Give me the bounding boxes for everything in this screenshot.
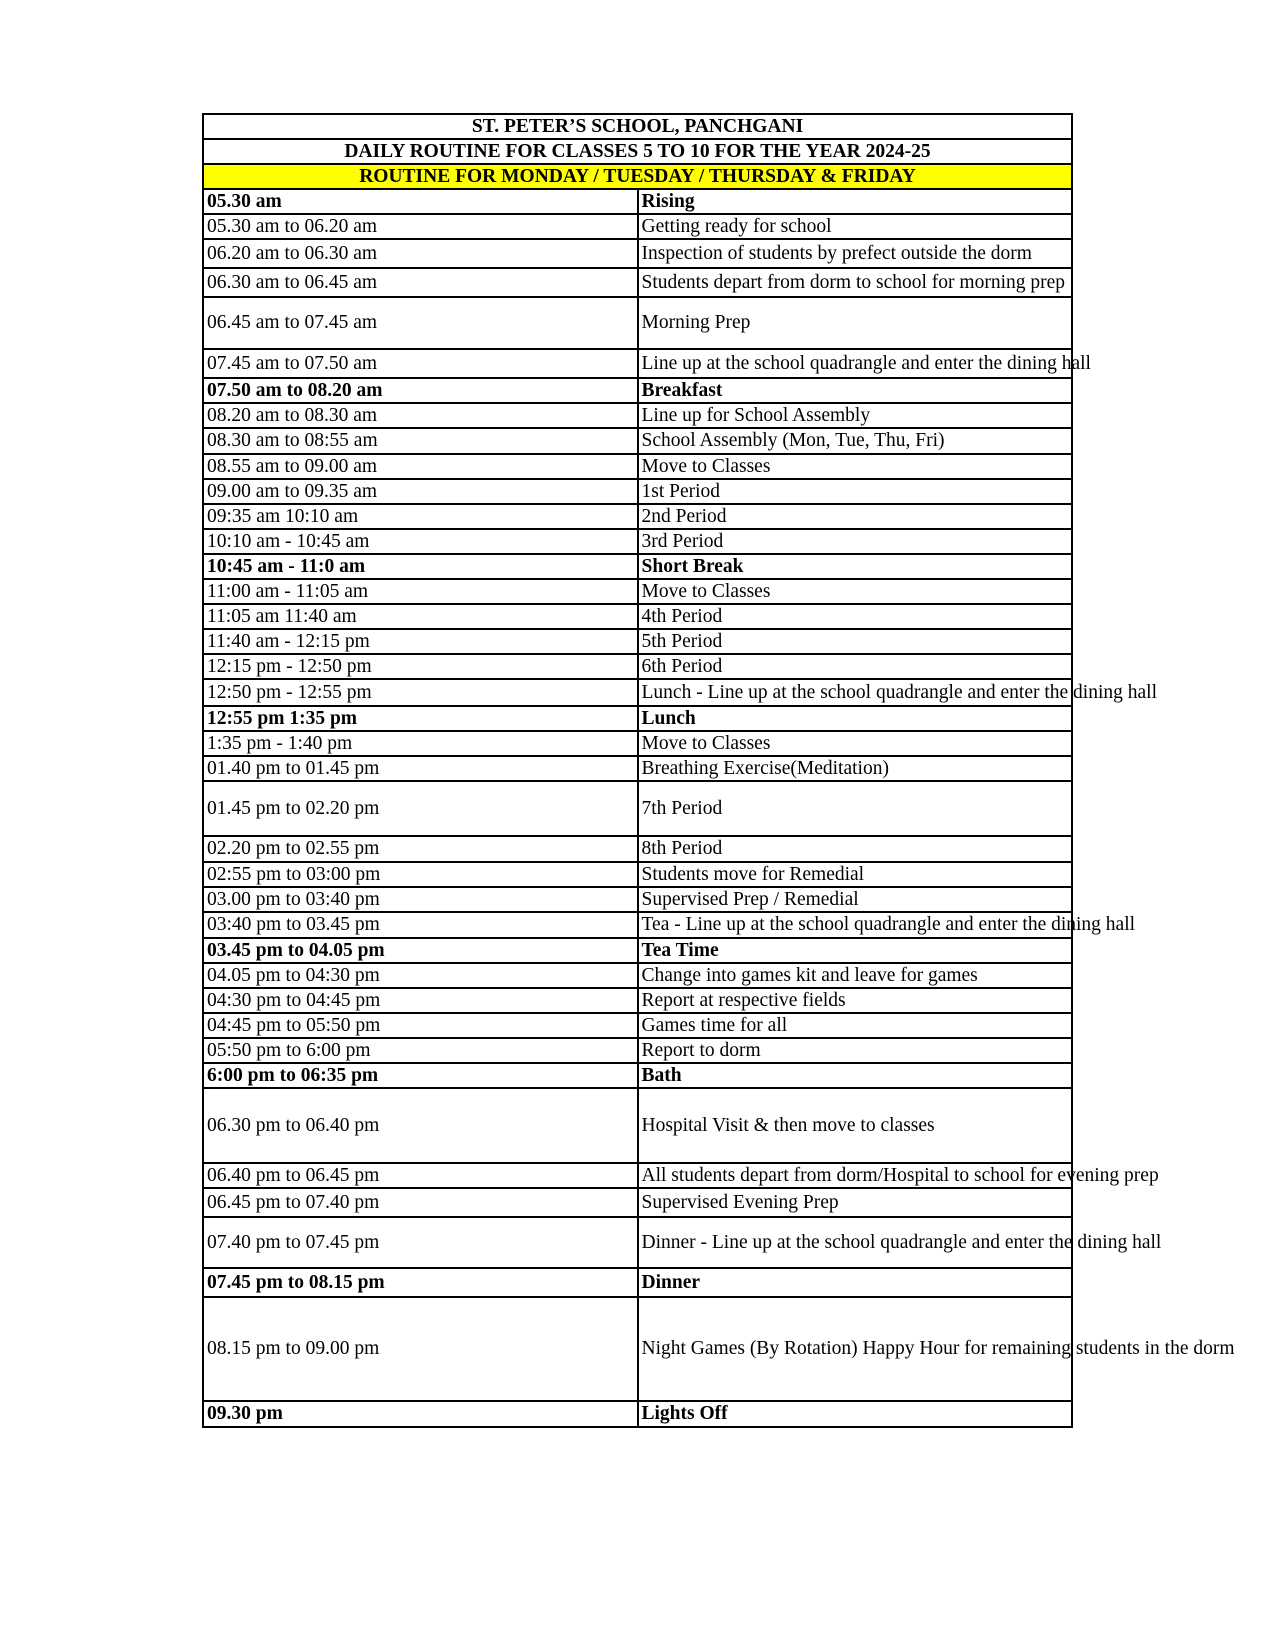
schedule-row bbox=[203, 504, 1072, 529]
schedule-time: 11:40 am - 12:15 pm bbox=[203, 629, 638, 654]
schedule-activity: Dinner - Line up at the school quadrangle and enter the dining hall bbox=[638, 1217, 1073, 1268]
schedule-activity: 4th Period bbox=[638, 604, 1073, 629]
school-name: ST. PETER’S SCHOOL, PANCHGANI bbox=[203, 114, 1072, 139]
schedule-time: 06.45 am to 07.45 am bbox=[203, 297, 638, 349]
schedule-time: 06.45 pm to 07.40 pm bbox=[203, 1188, 638, 1217]
schedule-row bbox=[203, 214, 1072, 239]
schedule-time: 03.45 pm to 04.05 pm bbox=[203, 938, 638, 963]
schedule-activity: Getting ready for school bbox=[638, 214, 1073, 239]
schedule-row bbox=[203, 1063, 1072, 1088]
schedule-row bbox=[203, 403, 1072, 428]
schedule-row bbox=[203, 887, 1072, 912]
schedule-time: 02.20 pm to 02.55 pm bbox=[203, 836, 638, 862]
schedule-activity: Inspection of students by prefect outside the dorm bbox=[638, 239, 1073, 268]
schedule-time: 11:05 am 11:40 am bbox=[203, 604, 638, 629]
schedule-time: 03.00 pm to 03:40 pm bbox=[203, 887, 638, 912]
schedule-time: 05.30 am to 06.20 am bbox=[203, 214, 638, 239]
schedule-time: 6:00 pm to 06:35 pm bbox=[203, 1063, 638, 1088]
schedule-time: 12:15 pm - 12:50 pm bbox=[203, 654, 638, 679]
schedule-row bbox=[203, 988, 1072, 1013]
schedule-time: 07.40 pm to 07.45 pm bbox=[203, 1217, 638, 1268]
schedule-row bbox=[203, 604, 1072, 629]
schedule-time: 12:55 pm 1:35 pm bbox=[203, 706, 638, 731]
schedule-time: 04:45 pm to 05:50 pm bbox=[203, 1013, 638, 1038]
schedule-activity: Report at respective fields bbox=[638, 988, 1073, 1013]
schedule-row bbox=[203, 1297, 1072, 1401]
schedule-row bbox=[203, 1013, 1072, 1038]
schedule-activity: 1st Period bbox=[638, 479, 1073, 504]
schedule-row bbox=[203, 629, 1072, 654]
schedule-time: 02:55 pm to 03:00 pm bbox=[203, 862, 638, 887]
schedule-row bbox=[203, 938, 1072, 963]
schedule-activity: School Assembly (Mon, Tue, Thu, Fri) bbox=[638, 428, 1073, 454]
schedule-activity: Short Break bbox=[638, 554, 1073, 579]
schedule-activity: Dinner bbox=[638, 1268, 1073, 1297]
schedule-row bbox=[203, 297, 1072, 349]
schedule-activity: Supervised Evening Prep bbox=[638, 1188, 1073, 1217]
schedule-activity: Move to Classes bbox=[638, 454, 1073, 479]
schedule-time: 12:50 pm - 12:55 pm bbox=[203, 679, 638, 706]
routine-days-row bbox=[203, 164, 1072, 189]
schedule-activity: Line up at the school quadrangle and enter the dining hall bbox=[638, 349, 1073, 378]
schedule-time: 06.30 pm to 06.40 pm bbox=[203, 1088, 638, 1163]
schedule-activity: Games time for all bbox=[638, 1013, 1073, 1038]
schedule-activity: Night Games (By Rotation) Happy Hour for remaining students in the dorm bbox=[638, 1297, 1073, 1401]
schedule-row bbox=[203, 1217, 1072, 1268]
schedule-time: 11:00 am - 11:05 am bbox=[203, 579, 638, 604]
schedule-row bbox=[203, 963, 1072, 988]
schedule-row bbox=[203, 912, 1072, 938]
schedule-row bbox=[203, 529, 1072, 554]
schedule-row bbox=[203, 454, 1072, 479]
schedule-activity: Breakfast bbox=[638, 378, 1073, 403]
schedule-activity: Supervised Prep / Remedial bbox=[638, 887, 1073, 912]
schedule-row bbox=[203, 731, 1072, 756]
schedule-activity: Lights Off bbox=[638, 1401, 1073, 1427]
schedule-row bbox=[203, 1163, 1072, 1188]
schedule-time: 08.55 am to 09.00 am bbox=[203, 454, 638, 479]
routine-table-body bbox=[203, 114, 1235, 1427]
schedule-activity: 8th Period bbox=[638, 836, 1073, 862]
schedule-time: 09.30 pm bbox=[203, 1401, 638, 1427]
routine-title-row bbox=[203, 139, 1072, 164]
schedule-time: 08.30 am to 08:55 am bbox=[203, 428, 638, 454]
schedule-row bbox=[203, 349, 1072, 378]
schedule-activity: Lunch bbox=[638, 706, 1073, 731]
schedule-time: 07.45 pm to 08.15 pm bbox=[203, 1268, 638, 1297]
schedule-activity: Line up for School Assembly bbox=[638, 403, 1073, 428]
schedule-time: 09.00 am to 09.35 am bbox=[203, 479, 638, 504]
schedule-time: 01.40 pm to 01.45 pm bbox=[203, 756, 638, 781]
schedule-row bbox=[203, 554, 1072, 579]
schedule-activity: Report to dorm bbox=[638, 1038, 1073, 1063]
schedule-time: 03:40 pm to 03.45 pm bbox=[203, 912, 638, 938]
schedule-time: 05:50 pm to 6:00 pm bbox=[203, 1038, 638, 1063]
schedule-activity: Hospital Visit & then move to classes bbox=[638, 1088, 1073, 1163]
schedule-row bbox=[203, 654, 1072, 679]
routine-days-heading: ROUTINE FOR MONDAY / TUESDAY / THURSDAY & FRIDAY bbox=[203, 164, 1072, 189]
schedule-activity: 5th Period bbox=[638, 629, 1073, 654]
schedule-activity: 6th Period bbox=[638, 654, 1073, 679]
school-name-row bbox=[203, 114, 1072, 139]
schedule-time: 08.15 pm to 09.00 pm bbox=[203, 1297, 638, 1401]
schedule-row bbox=[203, 239, 1072, 268]
schedule-activity: Morning Prep bbox=[638, 297, 1073, 349]
schedule-row bbox=[203, 378, 1072, 403]
schedule-row bbox=[203, 1088, 1072, 1163]
schedule-activity: Breathing Exercise(Meditation) bbox=[638, 756, 1073, 781]
schedule-time: 1:35 pm - 1:40 pm bbox=[203, 731, 638, 756]
schedule-row bbox=[203, 756, 1072, 781]
schedule-time: 09:35 am 10:10 am bbox=[203, 504, 638, 529]
schedule-row bbox=[203, 189, 1072, 214]
schedule-time: 04:30 pm to 04:45 pm bbox=[203, 988, 638, 1013]
schedule-time: 10:45 am - 11:0 am bbox=[203, 554, 638, 579]
schedule-activity: Rising bbox=[638, 189, 1073, 214]
schedule-time: 06.40 pm to 06.45 pm bbox=[203, 1163, 638, 1188]
schedule-row bbox=[203, 1401, 1072, 1427]
schedule-activity: Change into games kit and leave for games bbox=[638, 963, 1073, 988]
schedule-activity: Move to Classes bbox=[638, 579, 1073, 604]
schedule-time: 06.20 am to 06.30 am bbox=[203, 239, 638, 268]
schedule-activity: Move to Classes bbox=[638, 731, 1073, 756]
schedule-activity: All students depart from dorm/Hospital to school for evening prep bbox=[638, 1163, 1073, 1188]
schedule-row bbox=[203, 268, 1072, 297]
schedule-time: 05.30 am bbox=[203, 189, 638, 214]
schedule-activity: Lunch - Line up at the school quadrangle and enter the dining hall bbox=[638, 679, 1073, 706]
schedule-time: 04.05 pm to 04:30 pm bbox=[203, 963, 638, 988]
schedule-row bbox=[203, 679, 1072, 706]
schedule-time: 06.30 am to 06.45 am bbox=[203, 268, 638, 297]
schedule-activity: 3rd Period bbox=[638, 529, 1073, 554]
schedule-activity: Students depart from dorm to school for morning prep bbox=[638, 268, 1073, 297]
schedule-row bbox=[203, 1038, 1072, 1063]
schedule-time: 01.45 pm to 02.20 pm bbox=[203, 781, 638, 836]
schedule-activity: Tea Time bbox=[638, 938, 1073, 963]
schedule-row bbox=[203, 1188, 1072, 1217]
schedule-activity: 7th Period bbox=[638, 781, 1073, 836]
schedule-activity: Students move for Remedial bbox=[638, 862, 1073, 887]
schedule-activity: 2nd Period bbox=[638, 504, 1073, 529]
routine-table bbox=[202, 113, 1235, 1428]
schedule-activity: Bath bbox=[638, 1063, 1073, 1088]
routine-title: DAILY ROUTINE FOR CLASSES 5 TO 10 FOR THE YEAR 2024-25 bbox=[203, 139, 1072, 164]
schedule-row bbox=[203, 579, 1072, 604]
schedule-time: 10:10 am - 10:45 am bbox=[203, 529, 638, 554]
schedule-time: 07.50 am to 08.20 am bbox=[203, 378, 638, 403]
schedule-row bbox=[203, 862, 1072, 887]
schedule-time: 08.20 am to 08.30 am bbox=[203, 403, 638, 428]
schedule-row bbox=[203, 781, 1072, 836]
schedule-row bbox=[203, 1268, 1072, 1297]
schedule-row bbox=[203, 479, 1072, 504]
schedule-activity: Tea - Line up at the school quadrangle and enter the dining hall bbox=[638, 912, 1073, 938]
schedule-row bbox=[203, 836, 1072, 862]
schedule-row bbox=[203, 428, 1072, 454]
schedule-time: 07.45 am to 07.50 am bbox=[203, 349, 638, 378]
schedule-row bbox=[203, 706, 1072, 731]
